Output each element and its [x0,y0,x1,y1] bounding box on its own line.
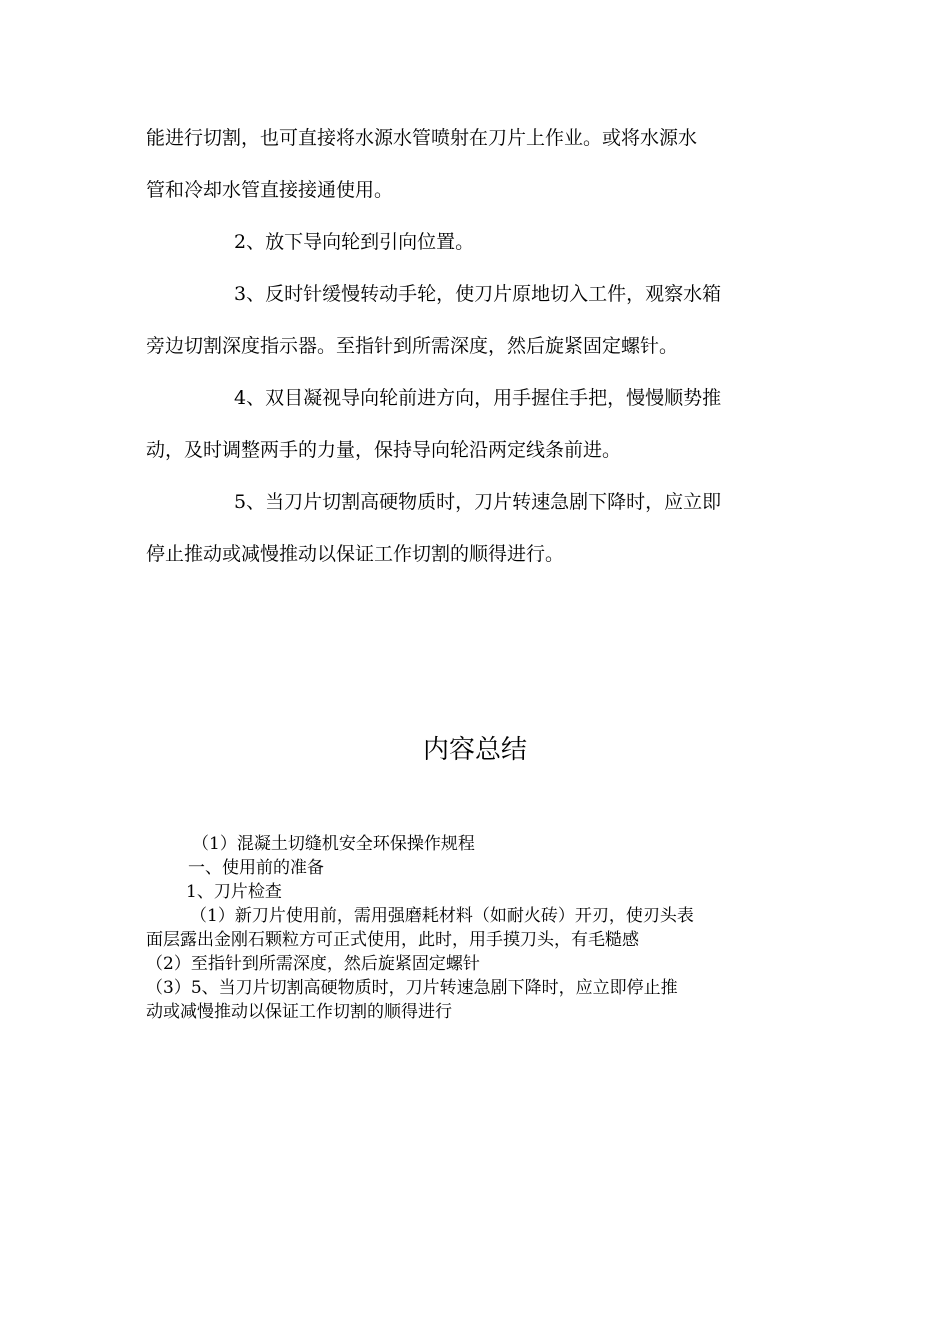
body-line: 管和冷却水管直接接通使用。 [146,179,394,201]
summary-line: 动或减慢推动以保证工作切割的顺得进行 [146,1002,452,1022]
summary-line: （1）混凝土切缝机安全环保操作规程 [192,834,475,854]
body-line: 动，及时调整两手的力量，保持导向轮沿两定线条前进。 [146,439,622,461]
body-line: 5、当刀片切割高硬物质时，刀片转速急剧下降时，应立即 [234,491,722,513]
body-text [146,112,806,580]
body-line: 4、双目凝视导向轮前进方向，用手握住手把，慢慢顺势推 [234,387,722,409]
body-line: 停止推动或减慢推动以保证工作切割的顺得进行。 [146,543,565,565]
summary-line: （3）5、当刀片切割高硬物质时，刀片转速急剧下降时，应立即停止推 [146,978,678,998]
summary-line: （1）新刀片使用前，需用强磨耗材料（如耐火砖）开刃，使刃头表 [190,906,694,926]
summary-line: 一、使用前的准备 [188,858,324,878]
summary-line: 1、刀片检查 [186,882,282,902]
summary-text [146,832,806,1024]
body-line: 旁边切割深度指示器。至指针到所需深度，然后旋紧固定螺针。 [146,335,679,357]
body-line: 2、放下导向轮到引向位置。 [234,231,475,253]
summary-title: 内容总结 [422,735,527,765]
body-line: 能进行切割，也可直接将水源水管喷射在刀片上作业。或将水源水 [146,127,698,149]
summary-line: 面层露出金刚石颗粒方可正式使用，此时，用手摸刀头，有毛糙感 [146,930,639,950]
body-line: 3、反时针缓慢转动手轮，使刀片原地切入工件，观察水箱 [234,283,722,305]
summary-line: （2）至指针到所需深度，然后旋紧固定螺针 [146,954,480,974]
